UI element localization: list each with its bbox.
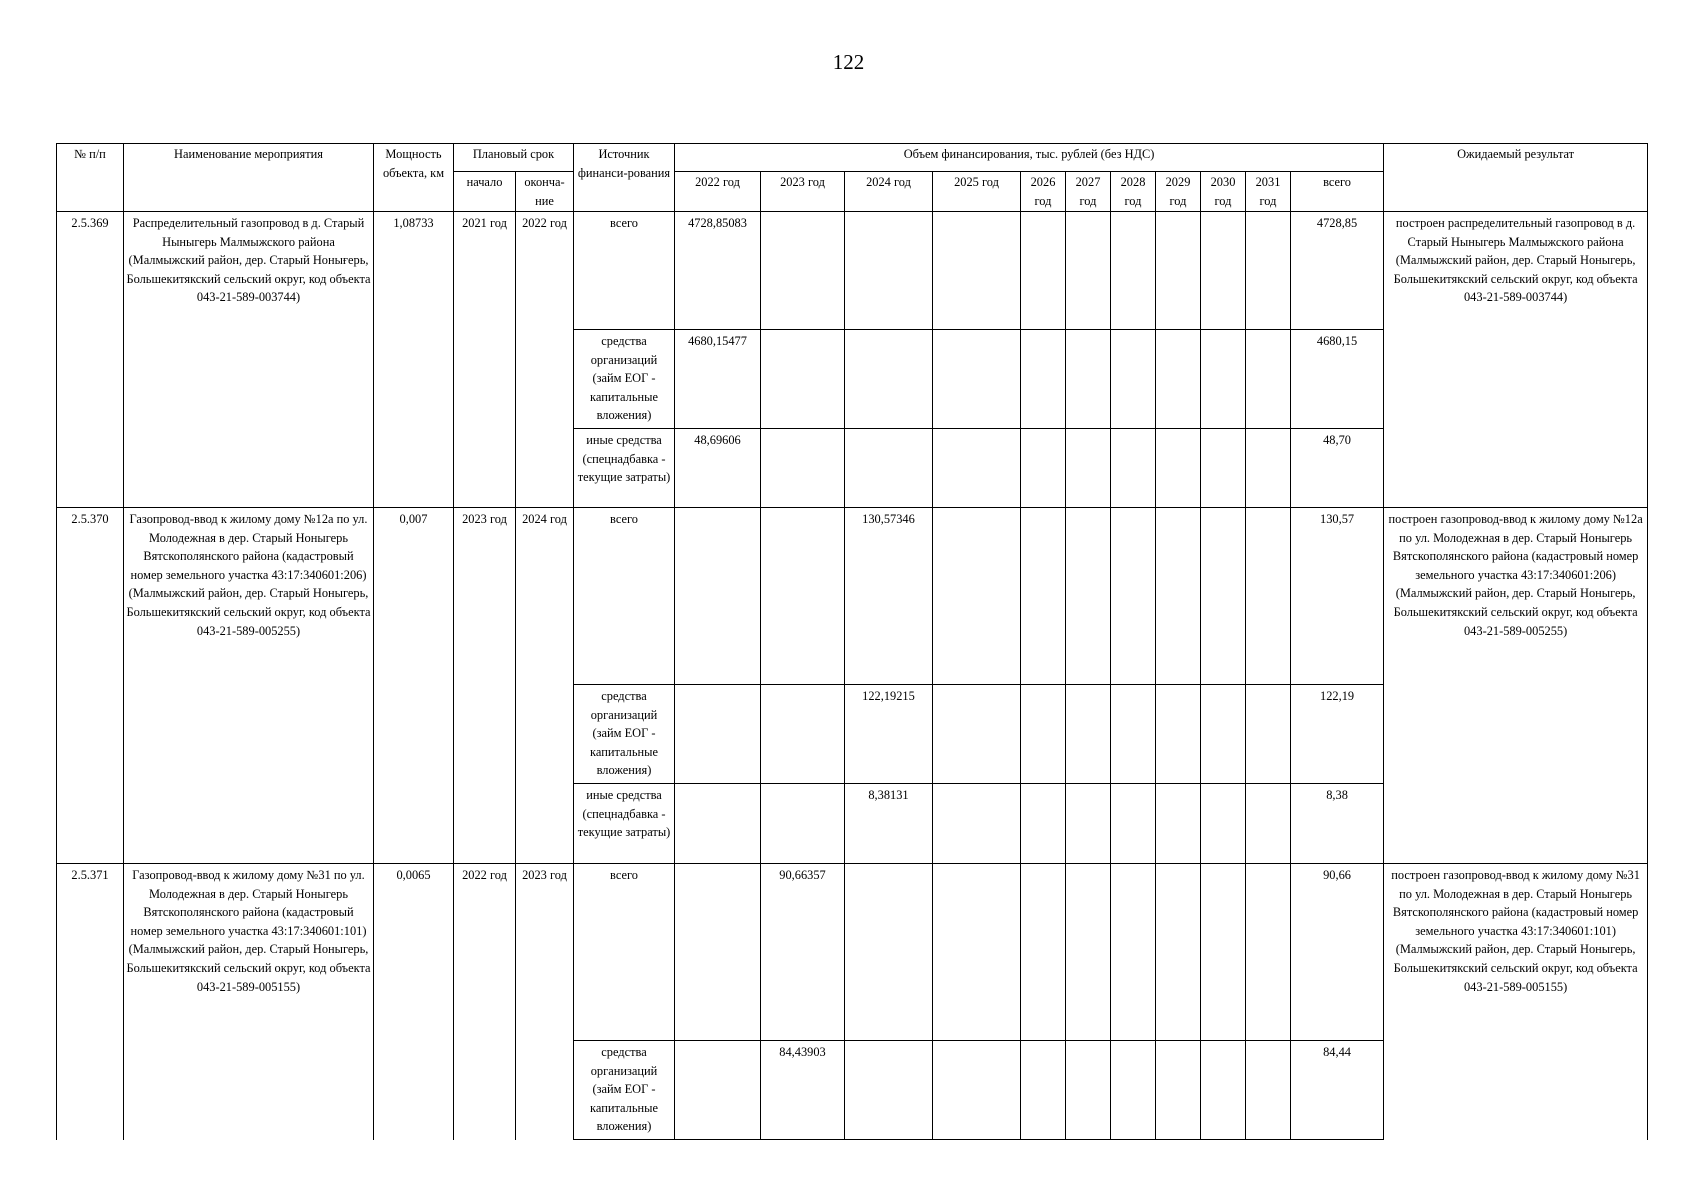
header-num: № п/п [57,144,124,212]
value-cell [845,330,933,429]
header-volume: Объем финансирования, тыс. рублей (без НДС) [675,144,1384,172]
value-cell [1111,784,1156,864]
value-cell [761,429,845,508]
value-cell [933,864,1021,1041]
value-cell: 90,66357 [761,864,845,1041]
value-cell [1066,685,1111,784]
value-cell [1111,212,1156,330]
value-cell [1156,864,1201,1041]
value-cell [1201,508,1246,685]
value-cell: 122,19215 [845,685,933,784]
value-cell: 4728,85083 [675,212,761,330]
value-cell [1066,1041,1111,1140]
value-cell [675,784,761,864]
header-year: 2026 год [1021,172,1066,212]
header-year: 2024 год [845,172,933,212]
table-row [57,508,1648,685]
value-cell [1066,784,1111,864]
financing-table [56,143,1648,1140]
source-label: иные средства (спецнадбавка - текущие затраты) [574,429,675,508]
value-cell [1066,508,1111,685]
value-cell [1111,1041,1156,1140]
source-label: средства организаций (займ ЕОГ - капитальные вложения) [574,685,675,784]
total-cell: 122,19 [1291,685,1384,784]
total-cell: 8,38 [1291,784,1384,864]
value-cell [1111,330,1156,429]
value-cell [675,1041,761,1140]
value-cell [1066,330,1111,429]
value-cell [1156,429,1201,508]
value-cell [1021,330,1066,429]
row-power: 1,08733 [374,212,454,508]
value-cell [1066,429,1111,508]
value-cell [933,212,1021,330]
header-year: 2031 год [1246,172,1291,212]
source-label: всего [574,864,675,1041]
value-cell [1246,685,1291,784]
row-power: 0,0065 [374,864,454,1140]
header-year: 2025 год [933,172,1021,212]
total-cell: 84,44 [1291,1041,1384,1140]
value-cell [1021,429,1066,508]
value-cell [1201,864,1246,1041]
value-cell [761,212,845,330]
value-cell [933,330,1021,429]
row-name: Газопровод-ввод к жилому дому №31 по ул. Молодежная в дер. Старый Ноныгерь Вятскополянского района (кадастровый номер земельного участка 43:17:340601:101) (Малмыжский район, дер. Старый Ноныгерь, Большекитякский сельский округ, код объекта 043-21-589-005155) [124,864,374,1140]
header-power: Мощность объекта, км [374,144,454,212]
total-cell: 48,70 [1291,429,1384,508]
total-cell: 4680,15 [1291,330,1384,429]
header-name: Наименование мероприятия [124,144,374,212]
total-cell: 4728,85 [1291,212,1384,330]
value-cell: 84,43903 [761,1041,845,1140]
source-label: иные средства (спецнадбавка - текущие затраты) [574,784,675,864]
table-row [57,212,1648,330]
row-start: 2023 год [454,508,516,864]
value-cell [933,429,1021,508]
row-end: 2024 год [516,508,574,864]
value-cell [933,685,1021,784]
value-cell [1246,508,1291,685]
value-cell [1246,784,1291,864]
header-year: 2029 год [1156,172,1201,212]
value-cell [1156,784,1201,864]
value-cell: 48,69606 [675,429,761,508]
value-cell [1246,429,1291,508]
row-start: 2021 год [454,212,516,508]
value-cell [1201,784,1246,864]
value-cell [1156,508,1201,685]
value-cell [933,1041,1021,1140]
row-power: 0,007 [374,508,454,864]
value-cell [1246,212,1291,330]
value-cell [1246,1041,1291,1140]
value-cell [1111,685,1156,784]
value-cell [1021,685,1066,784]
value-cell [761,685,845,784]
value-cell: 8,38131 [845,784,933,864]
value-cell [845,429,933,508]
row-start: 2022 год [454,864,516,1140]
value-cell [1111,429,1156,508]
page-number: 122 [832,50,865,74]
value-cell [1201,429,1246,508]
header-year: 2023 год [761,172,845,212]
row-result: построен распределительный газопровод в д. Старый Ныныгерь Малмыжского района (Малмыжский район, дер. Старый Ноныгерь, Большекитякский сельский округ, код объекта 043-21-589-003744) [1384,212,1648,508]
value-cell [1021,864,1066,1041]
value-cell [1246,864,1291,1041]
value-cell [675,864,761,1041]
value-cell [933,508,1021,685]
header-year: 2027 год [1066,172,1111,212]
header-year: 2028 год [1111,172,1156,212]
value-cell [1111,864,1156,1041]
value-cell [845,864,933,1041]
value-cell [845,212,933,330]
value-cell [1201,685,1246,784]
source-label: всего [574,212,675,330]
header-source: Источник финанси-рования [574,144,675,212]
value-cell: 4680,15477 [675,330,761,429]
header-total: всего [1291,172,1384,212]
value-cell [1156,1041,1201,1140]
row-name: Распределительный газопровод в д. Старый Ныныгерь Малмыжского района (Малмыжский район, дер. Старый Нонығерь, Большекитякский сельский округ, код объекта 043-21-589-003744) [124,212,374,508]
value-cell [1021,1041,1066,1140]
value-cell [845,1041,933,1140]
row-num: 2.5.369 [57,212,124,508]
value-cell [1021,508,1066,685]
value-cell [1201,330,1246,429]
row-end: 2022 год [516,212,574,508]
value-cell: 130,57346 [845,508,933,685]
value-cell [1246,330,1291,429]
header-year: 2030 год [1201,172,1246,212]
value-cell [761,784,845,864]
total-cell: 130,57 [1291,508,1384,685]
value-cell [1021,212,1066,330]
value-cell [675,508,761,685]
value-cell [1066,864,1111,1041]
value-cell [761,508,845,685]
source-label: всего [574,508,675,685]
row-result: построен газопровод-ввод к жилому дому №31 по ул. Молодежная в дер. Старый Ноныгерь Вятскополянского района (кадастровый номер земельного участка 43:17:340601:101) (Малмыжский район, дер. Старый Ноныгерь, Большекитякский сельский округ, код объекта 043-21-589-005155) [1384,864,1648,1140]
value-cell [761,330,845,429]
row-num: 2.5.371 [57,864,124,1140]
value-cell [1066,212,1111,330]
header-term-start: начало [454,172,516,212]
header-result: Ожидаемый результат [1384,144,1648,212]
source-label: средства организаций (займ ЕОГ - капитальные вложения) [574,1041,675,1140]
header-year: 2022 год [675,172,761,212]
value-cell [1156,330,1201,429]
header-term-end: оконча-ние [516,172,574,212]
value-cell [1156,685,1201,784]
row-result: построен газопровод-ввод к жилому дому №12а по ул. Молодежная в дер. Старый Ноныгерь Вятскополянского района (кадастровый номер земельного участка 43:17:340601:206) (Малмыжский район, дер. Старый Ноныгерь, Большекитякский сельский округ, код объекта 043-21-589-005255) [1384,508,1648,864]
total-cell: 90,66 [1291,864,1384,1041]
value-cell [675,685,761,784]
value-cell [1201,212,1246,330]
value-cell [1201,1041,1246,1140]
row-end: 2023 год [516,864,574,1140]
value-cell [1156,212,1201,330]
row-num: 2.5.370 [57,508,124,864]
header-term: Плановый срок [454,144,574,172]
source-label: средства организаций (займ ЕОГ - капитальные вложения) [574,330,675,429]
value-cell [1111,508,1156,685]
row-name: Газопровод-ввод к жилому дому №12а по ул. Молодежная в дер. Старый Ноныгерь Вятскополянского района (кадастровый номер земельного участка 43:17:340601:206) (Малмыжский район, дер. Старый Ноныгерь, Большекитякский сельский округ, код объекта 043-21-589-005255) [124,508,374,864]
value-cell [933,784,1021,864]
table-row [57,864,1648,1041]
value-cell [1021,784,1066,864]
